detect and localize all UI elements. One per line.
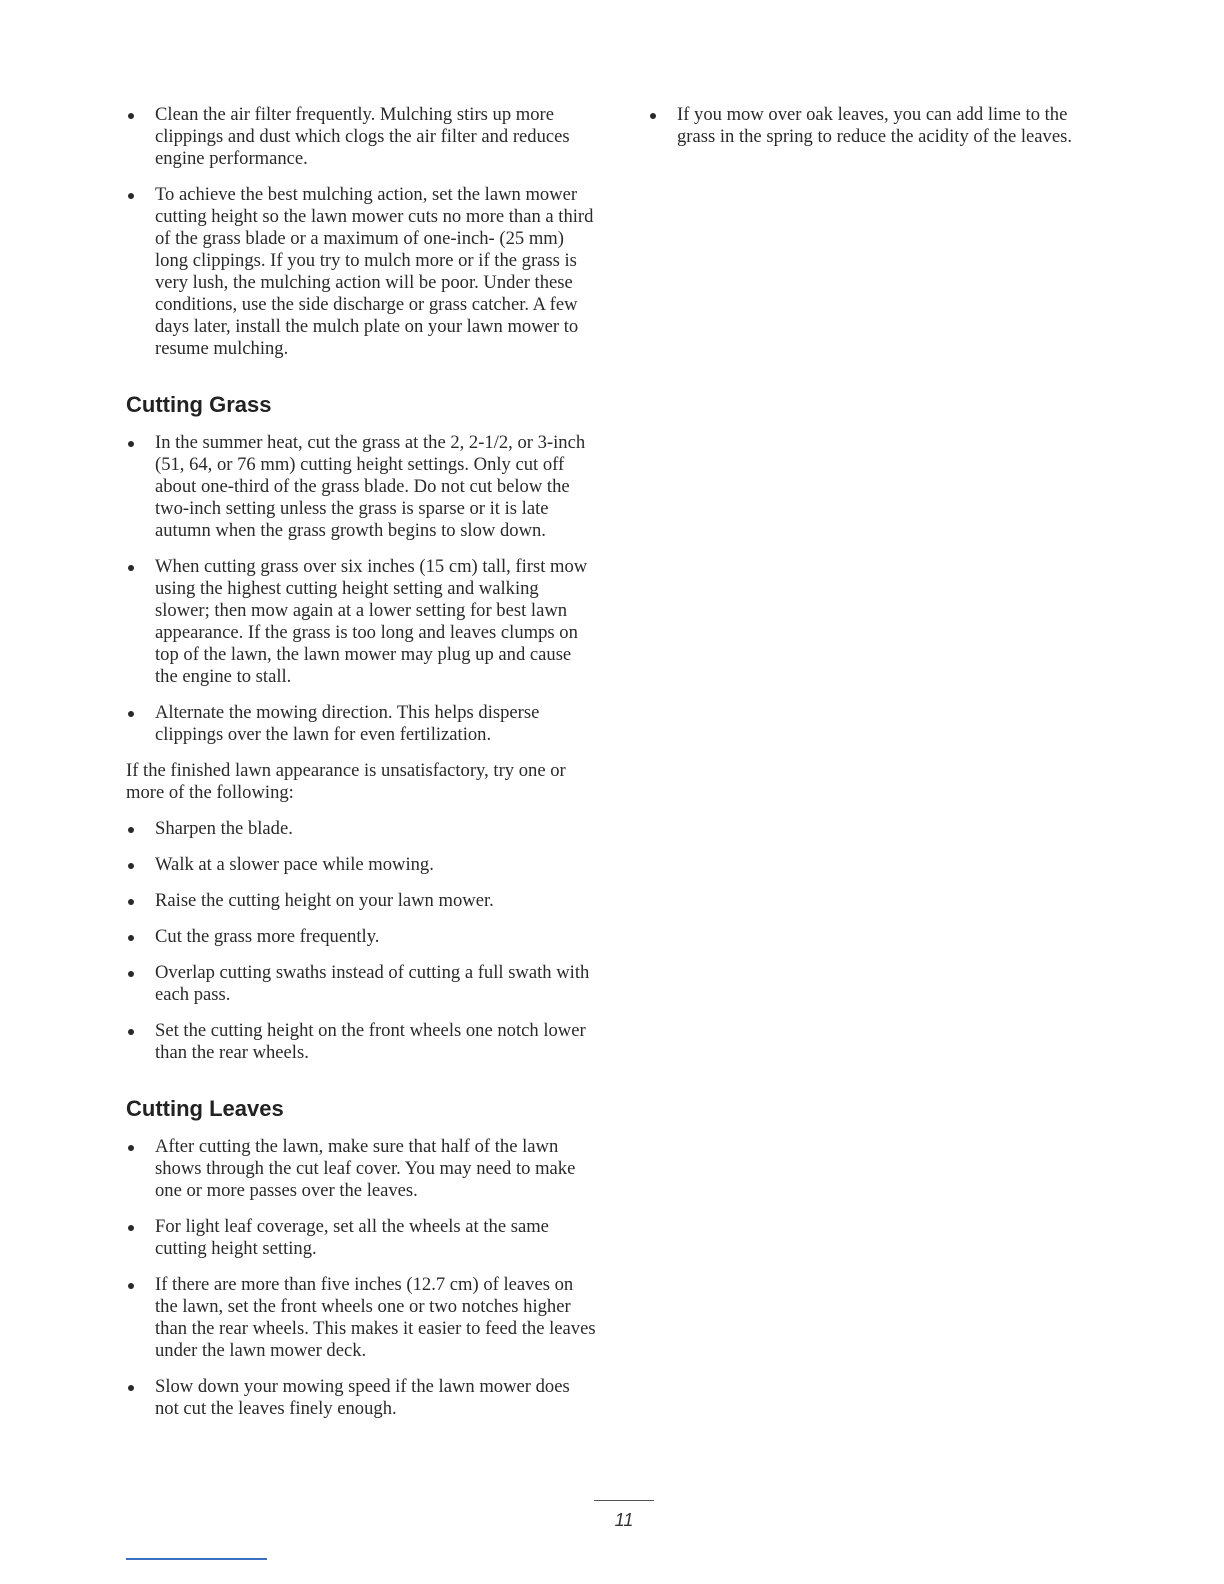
list-item: Set the cutting height on the front wheels one notch lower than the rear wheels. — [126, 1020, 596, 1064]
page-number: 11 — [614, 1510, 634, 1530]
list-item: If you mow over oak leaves, you can add lime to the grass in the spring to reduce the acidity of the leaves. — [648, 104, 1108, 148]
left-column — [126, 104, 596, 1434]
cutting-grass-bullet-list — [126, 432, 596, 746]
list-item: Slow down your mowing speed if the lawn mower does not cut the leaves finely enough. — [126, 1376, 596, 1420]
right-column — [648, 104, 1108, 162]
list-item: To achieve the best mulching action, set the lawn mower cutting height so the lawn mower cuts no more than a third of the grass blade or a maximum of one-inch- (25 mm) long clippings. If you try to mulch more or if the grass is very lush, the mulching action will be poor. Under these conditions, use the side discharge or grass catcher. A few days later, install the mulch plate on your lawn mower to resume mulching. — [126, 184, 596, 360]
list-item: In the summer heat, cut the grass at the 2, 2-1/2, or 3-inch (51, 64, or 76 mm) cutting height settings. Only cut off about one-third of the grass blade. Do not cut below the two-inch setting unless the grass is sparse or it is late autumn when the grass growth begins to slow down. — [126, 432, 596, 542]
list-item: When cutting grass over six inches (15 cm) tall, first mow using the highest cutting height setting and walking slower; then mow again at a lower setting for best lawn appearance. If the grass is too long and leaves clumps on top of the lawn, the lawn mower may plug up and cause the engine to stall. — [126, 556, 596, 688]
unsatisfactory-appearance-paragraph: If the finished lawn appearance is unsatisfactory, try one or more of the following: — [126, 760, 566, 803]
list-item: After cutting the lawn, make sure that half of the lawn shows through the cut leaf cover. You may need to make one or more passes over the leaves. — [126, 1136, 596, 1202]
section-heading-cutting-grass: Cutting Grass — [126, 392, 272, 417]
list-item: Clean the air filter frequently. Mulching stirs up more clippings and dust which clogs the air filter and reduces engine performance. — [126, 104, 596, 170]
list-item: For light leaf coverage, set all the wheels at the same cutting height setting. — [126, 1216, 596, 1260]
section-heading-cutting-leaves: Cutting Leaves — [126, 1096, 284, 1121]
cutting-leaves-bullet-list — [126, 1136, 596, 1420]
footer-divider — [126, 1558, 267, 1560]
tips-bullet-list — [126, 818, 596, 1064]
list-item: Walk at a slower pace while mowing. — [126, 854, 596, 876]
intro-bullet-list — [126, 104, 596, 360]
list-item: Sharpen the blade. — [126, 818, 596, 840]
list-item: Overlap cutting swaths instead of cutting a full swath with each pass. — [126, 962, 596, 1006]
page-number-rule — [594, 1500, 654, 1501]
list-item: Raise the cutting height on your lawn mower. — [126, 890, 596, 912]
oak-leaves-bullet-list — [648, 104, 1108, 148]
list-item: Cut the grass more frequently. — [126, 926, 596, 948]
list-item: Alternate the mowing direction. This helps disperse clippings over the lawn for even fertilization. — [126, 702, 596, 746]
list-item: If there are more than five inches (12.7 cm) of leaves on the lawn, set the front wheels one or two notches higher than the rear wheels. This makes it easier to feed the leaves under the lawn mower deck. — [126, 1274, 596, 1362]
